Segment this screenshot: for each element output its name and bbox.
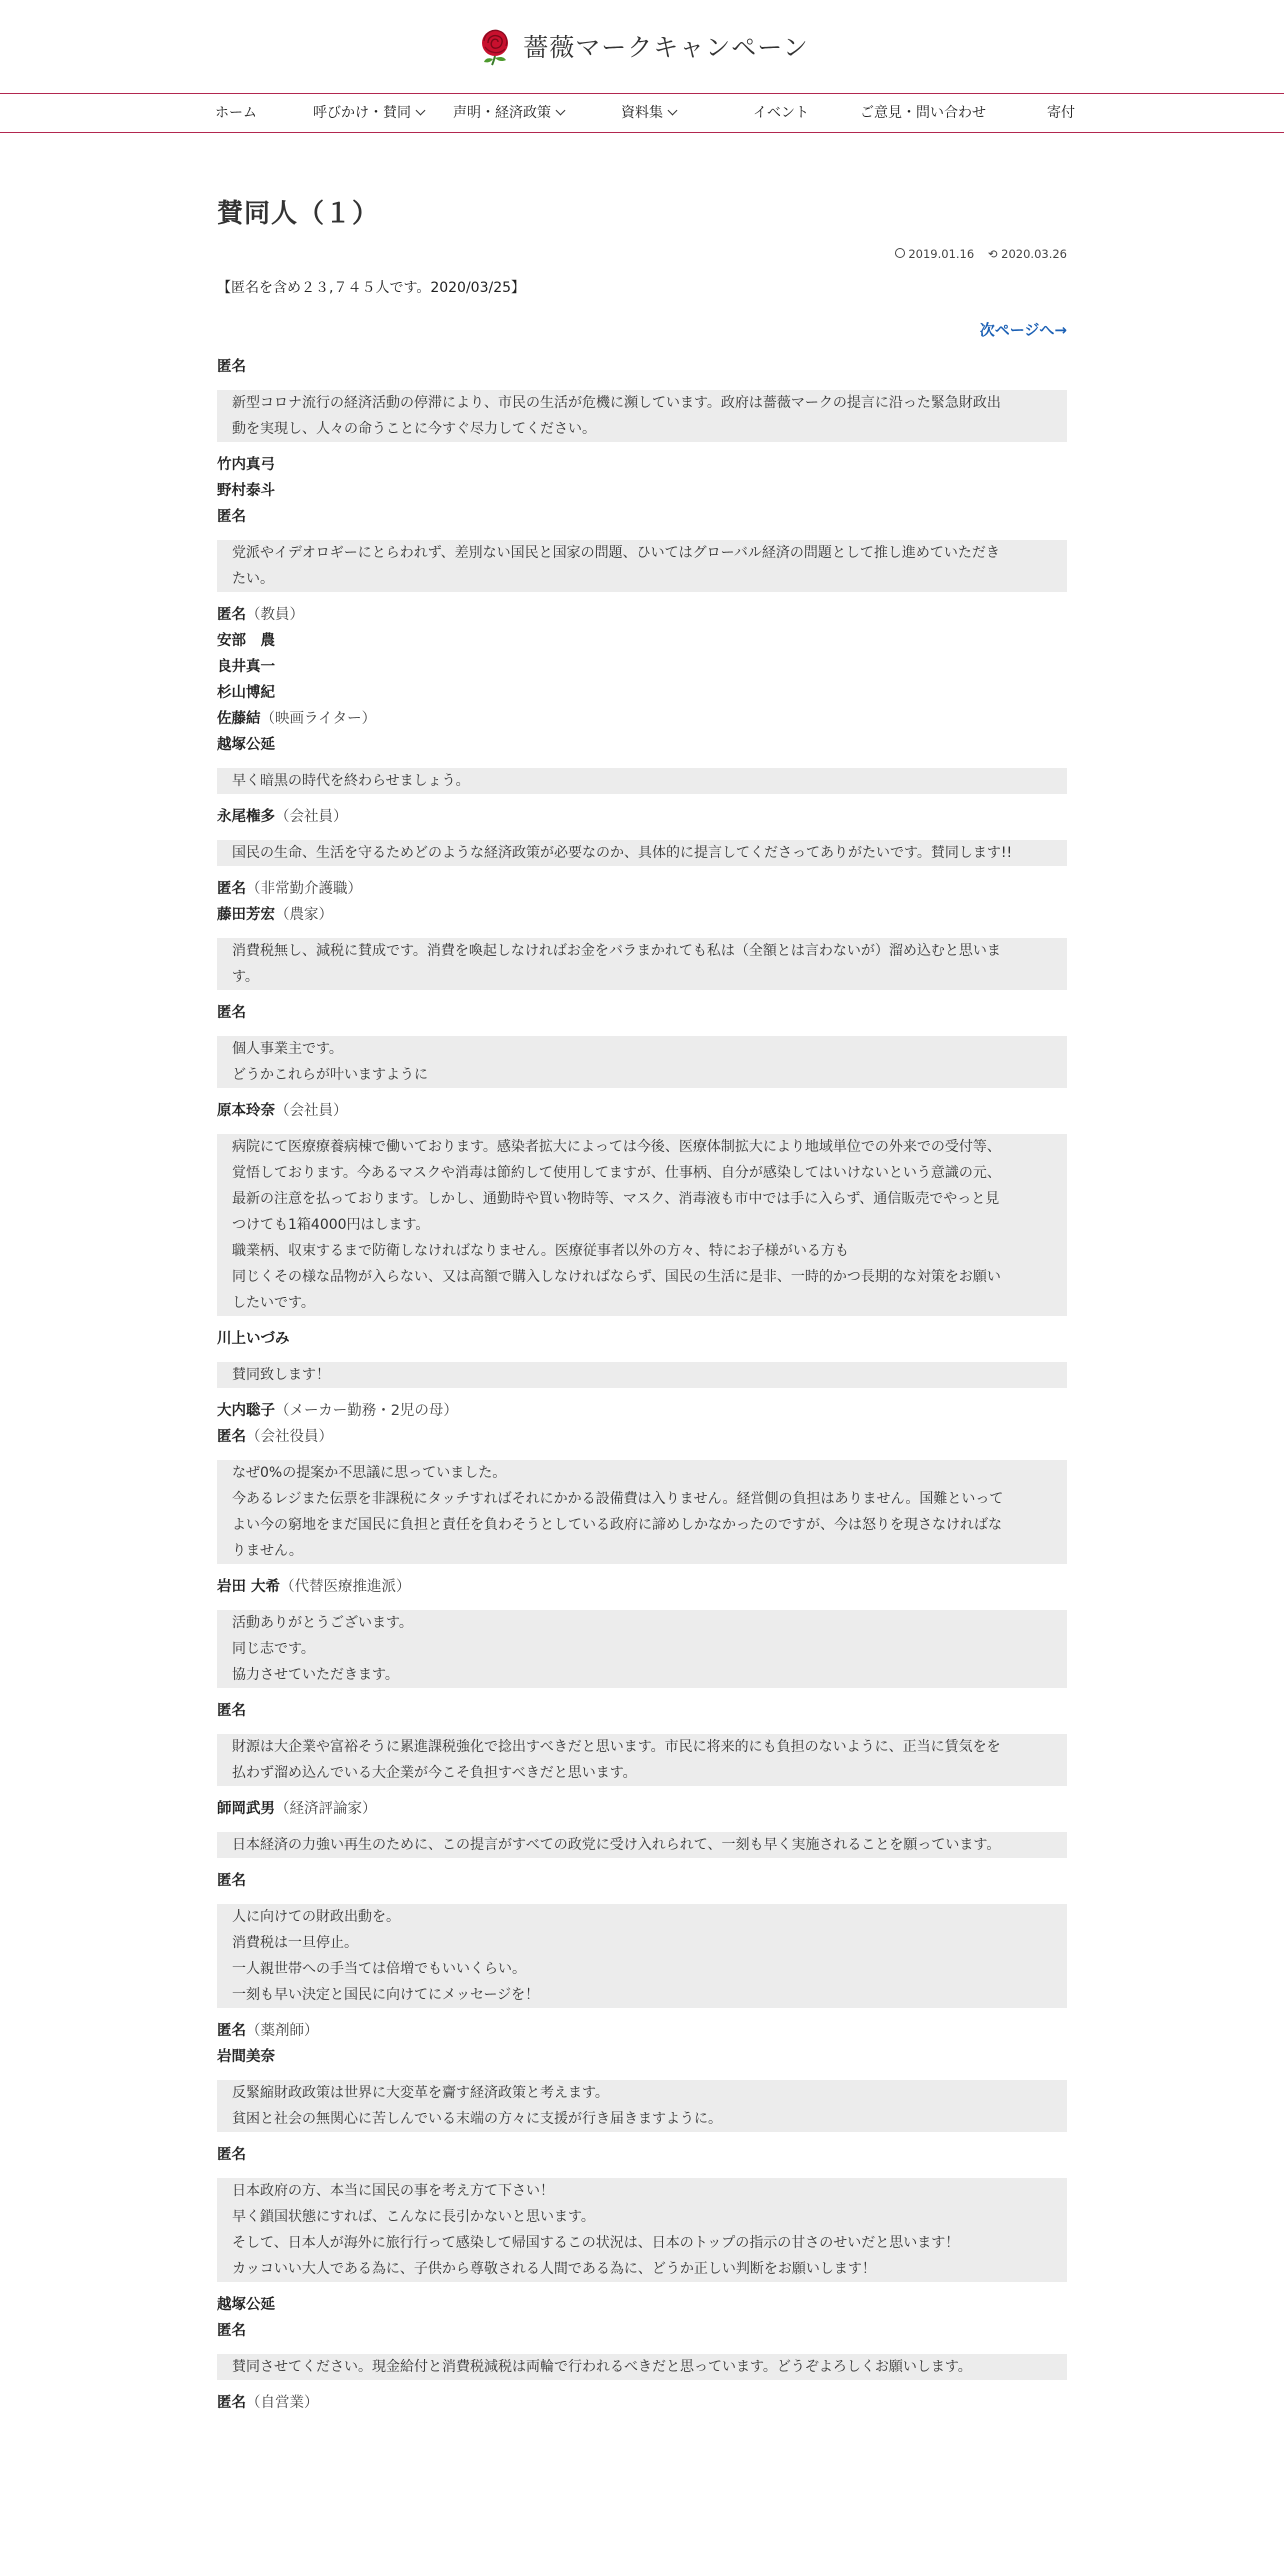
supporter-name	[217, 1698, 1067, 1724]
comment-line: 同じくその様な品物が入らない、又は高額で購入しなければならず、国民の生活に是非、一時的かつ長期的な対策をお願い	[232, 1269, 1001, 1285]
supporter-name	[217, 1000, 1067, 1026]
supporter-name	[217, 2142, 1067, 2168]
supporter-name-text: 原本玲奈	[217, 1103, 275, 1119]
supporter-name	[217, 2044, 1067, 2070]
published-date: 2019.01.16	[895, 247, 974, 261]
supporter-comment	[217, 540, 1067, 592]
supporter-name-text: 岩田 大希	[217, 1579, 281, 1595]
comment-line: 病院にて医療療養病棟で働いております。感染者拡大によっては今後、医療体制拡大により地域単位での外来での受付等、	[232, 1139, 1001, 1155]
supporter-role: （経済評論家）	[275, 1801, 377, 1817]
rose-icon	[475, 26, 515, 66]
nav-item-label: 資料集	[621, 105, 663, 121]
supporter-name	[217, 1398, 1067, 1424]
supporter-role: （教員）	[246, 607, 304, 623]
supporter-comment	[217, 1460, 1067, 1564]
supporter-role: （会社員）	[275, 1103, 348, 1119]
supporter-name-text: 岩間美奈	[217, 2049, 275, 2065]
supporter-name-text: 匿名	[217, 359, 246, 375]
supporter-list	[217, 354, 1067, 2416]
nav-item-label: イベント	[753, 105, 809, 121]
supporter-name	[217, 354, 1067, 380]
comment-line: 今あるレジまた伝票を非課税にタッチすればそれにかかる設備費は入りません。経営側の負担はありません。国難といって	[232, 1491, 1004, 1507]
nav-item-label: 声明・経済政策	[453, 105, 551, 121]
post-dates	[217, 247, 1067, 261]
supporter-name-text: 匿名	[217, 2147, 246, 2163]
supporter-name-text: 匿名	[217, 1703, 246, 1719]
comment-line: 個人事業主です。	[232, 1041, 343, 1057]
supporter-role: （代替医療推進派）	[280, 1579, 411, 1595]
supporter-role: （メーカー勤務・2児の母）	[275, 1403, 458, 1419]
supporter-name	[217, 902, 1067, 928]
supporter-name-text: 越塚公延	[217, 2297, 275, 2313]
comment-line: 貧困と社会の無関心に苦しんでいる末端の方々に支援が行き届きますように。	[232, 2111, 722, 2127]
comment-line: 消費税無し、減税に賛成です。消費を喚起しなければお金をバラまかれても私は（全額とは言わないが）溜め込むと思いま	[232, 943, 1001, 959]
supporter-name-text: 杉山博紀	[217, 685, 275, 701]
supporter-name-text: 川上いづみ	[217, 1331, 290, 1347]
supporter-comment	[217, 1610, 1067, 1688]
supporter-comment	[217, 2178, 1067, 2282]
nav-item[interactable]	[1047, 94, 1075, 132]
supporter-comment	[217, 1904, 1067, 2008]
supporter-comment	[217, 2080, 1067, 2132]
chevron-down-icon	[416, 106, 426, 116]
supporter-role: （薬剤師）	[246, 2023, 319, 2039]
supporter-comment	[217, 1134, 1067, 1316]
comment-line: 職業柄、収束するまで防衛しなければなりません。医療従事者以外の方々、特にお子様がいる方も	[232, 1243, 849, 1259]
supporter-name-text: 野村泰斗	[217, 483, 275, 499]
comment-line: 同じ志です。	[232, 1641, 315, 1657]
supporter-name	[217, 1424, 1067, 1450]
supporter-comment	[217, 840, 1067, 866]
comment-line: 払わず溜め込んでいる大企業が今こそ負担すべきだと思います。	[232, 1765, 637, 1781]
supporter-role: （会社役員）	[246, 1429, 333, 1445]
supporter-role: （非常勤介護職）	[246, 881, 362, 897]
supporter-comment	[217, 1036, 1067, 1088]
supporter-name-text: 佐藤結	[217, 711, 261, 727]
comment-line: 活動ありがとうございます。	[232, 1615, 413, 1631]
nav-item-label: 呼びかけ・賛同	[313, 105, 411, 121]
supporter-name-text: 匿名	[217, 607, 246, 623]
comment-line: 早く暗黒の時代を終わらせましょう。	[232, 773, 470, 789]
clock-icon	[895, 248, 905, 258]
comment-line: 賛同致します！	[232, 1367, 330, 1383]
supporter-name-text: 匿名	[217, 2323, 246, 2339]
comment-line: そして、日本人が海外に旅行行って感染して帰国するこの状況は、日本のトップの指示の甘さのせいだと思います！	[232, 2235, 960, 2251]
supporter-comment	[217, 768, 1067, 794]
next-page-link-wrap	[217, 320, 1067, 340]
supporter-comment	[217, 1832, 1067, 1858]
comment-line: す。	[232, 969, 259, 985]
supporter-name-text: 安部 農	[217, 633, 275, 649]
intro-text: 【匿名を含め２３,７４５人です。2020/03/25】	[217, 280, 526, 296]
supporter-name	[217, 504, 1067, 530]
comment-line: 消費税は一旦停止。	[232, 1935, 358, 1951]
supporter-name	[217, 602, 1067, 628]
site-header	[0, 0, 1284, 93]
supporter-name	[217, 2318, 1067, 2344]
supporter-comment	[217, 938, 1067, 990]
comment-line: 人に向けての財政出動を。	[232, 1909, 400, 1925]
nav-item[interactable]	[453, 94, 564, 132]
supporter-name-text: 匿名	[217, 1873, 246, 1889]
supporter-name	[217, 478, 1067, 504]
supporter-comment	[217, 390, 1067, 442]
supporter-name-text: 永尾権多	[217, 809, 275, 825]
site-title: 薔薇マークキャンペーン	[523, 33, 809, 62]
supporter-name	[217, 654, 1067, 680]
comment-line: どうかこれらが叶いますように	[232, 1067, 428, 1083]
supporter-name-text: 師岡武男	[217, 1801, 275, 1817]
comment-line: 新型コロナ流行の経済活動の停滞により、市民の生活が危機に瀕しています。政府は薔薇マークの提言に沿った緊急財政出	[232, 395, 1001, 411]
comment-line: なぜ0%の提案か不思議に思っていました。	[232, 1465, 507, 1481]
comment-line: たい。	[232, 571, 274, 587]
comment-line: つけても1箱4000円はします。	[232, 1217, 430, 1233]
site-logo[interactable]	[0, 26, 1284, 66]
comment-line: 覚悟しております。今あるマスクや消毒は節約して使用してますが、仕事柄、自分が感染してはいけないという意識の元、	[232, 1165, 1001, 1181]
supporter-comment	[217, 1362, 1067, 1388]
comment-line: 財源は大企業や富裕そうに累進課税強化で捻出すべきだと思います。市民に将来的にも負担のないように、正当に賃気をを	[232, 1739, 1001, 1755]
supporter-role: （映画ライター）	[260, 711, 377, 727]
supporter-name-text: 匿名	[217, 2023, 246, 2039]
chevron-down-icon	[556, 106, 566, 116]
nav-item-label: 寄付	[1047, 105, 1075, 121]
supporter-name	[217, 2390, 1067, 2416]
updated-date: ⟲ 2020.03.26	[987, 247, 1067, 261]
supporter-name-text: 越塚公延	[217, 737, 275, 753]
comment-line: 党派やイデオロギーにとらわれず、差別ない国民と国家の問題、ひいてはグローバル経済の問題として推し進めていただき	[232, 545, 1000, 561]
supporter-name	[217, 628, 1067, 654]
supporter-name-text: 匿名	[217, 509, 246, 525]
supporter-name	[217, 876, 1067, 902]
supporter-name-text: 竹内真弓	[217, 457, 275, 473]
supporter-role: （農家）	[275, 907, 333, 923]
supporter-role: （会社員）	[275, 809, 348, 825]
page-title: 賛同人（１）	[217, 199, 380, 229]
nav-item[interactable]	[860, 94, 986, 132]
supporter-name	[217, 1326, 1067, 1352]
supporter-name-text: 匿名	[217, 1429, 246, 1445]
nav-item[interactable]	[753, 94, 809, 132]
supporter-name	[217, 680, 1067, 706]
refresh-icon: ⟲	[987, 247, 998, 261]
supporter-comment	[217, 2354, 1067, 2380]
comment-line: 一刻も早い決定と国民に向けてにメッセージを！	[232, 1987, 540, 2003]
supporter-name-text: 藤田芳宏	[217, 907, 275, 923]
main-nav	[0, 93, 1284, 133]
supporter-comment	[217, 1734, 1067, 1786]
supporter-name-text: 匿名	[217, 881, 246, 897]
comment-line: 日本政府の方、本当に国民の事を考え方て下さい！	[232, 2183, 554, 2199]
supporter-name-text: 良井真一	[217, 659, 275, 675]
supporter-name	[217, 706, 1067, 732]
nav-item[interactable]	[215, 94, 257, 132]
comment-line: したいです。	[232, 1295, 315, 1311]
comment-line: 一人親世帯への手当ては倍増でもいいくらい。	[232, 1961, 526, 1977]
comment-line: 動を実現し、人々の命うことに今すぐ尽力してください。	[232, 421, 596, 437]
supporter-name	[217, 732, 1067, 758]
comment-line: 協力させていただきます。	[232, 1667, 399, 1683]
nav-item[interactable]	[313, 94, 424, 132]
nav-item-label: ホーム	[215, 105, 257, 121]
supporter-name	[217, 1868, 1067, 1894]
supporter-name	[217, 452, 1067, 478]
supporter-name-text: 匿名	[217, 2395, 246, 2411]
supporter-name-text: 匿名	[217, 1005, 246, 1021]
nav-item-label: ご意見・問い合わせ	[860, 105, 986, 121]
comment-line: よい今の窮地をまだ国民に負担と責任を負わそうとしている政府に諦めしかなかったのですが、今は怒りを現さなければな	[232, 1517, 1002, 1533]
comment-line: 賛同させてください。現金給付と消費税減税は両輪で行われるべきだと思っています。どうぞよろしくお願いします。	[232, 2359, 972, 2375]
supporter-name	[217, 2292, 1067, 2318]
supporter-name	[217, 2018, 1067, 2044]
comment-line: 日本経済の力強い再生のために、この提言がすべての政党に受け入れられて、一刻も早く実施されることを願っています。	[232, 1837, 1001, 1853]
supporter-name	[217, 804, 1067, 830]
comment-line: 国民の生命、生活を守るためどのような経済政策が必要なのか、具体的に提言してくださってありがたいです。賛同します!!	[232, 845, 1013, 861]
comment-line: 反緊縮財政政策は世界に大変革を齎す経済政策と考えます。	[232, 2085, 609, 2101]
supporter-role: （自営業）	[246, 2395, 319, 2411]
supporter-name	[217, 1796, 1067, 1822]
supporter-name	[217, 1574, 1067, 1600]
supporter-name	[217, 1098, 1067, 1124]
supporter-name-text: 大内聡子	[217, 1403, 275, 1419]
comment-line: りません。	[232, 1543, 303, 1559]
chevron-down-icon	[668, 106, 678, 116]
nav-item[interactable]	[621, 94, 676, 132]
next-page-link[interactable]: 次ページへ→	[979, 321, 1067, 339]
comment-line: カッコいい大人である為に、子供から尊敬される人間である為に、どうか正しい判断をお願いします！	[232, 2261, 876, 2277]
comment-line: 早く鎖国状態にすれば、こんなに長引かないと思います。	[232, 2209, 595, 2225]
main-content	[217, 193, 1067, 2416]
comment-line: 最新の注意を払っております。しかし、通勤時や買い物時等、マスク、消毒液も市中では手に入らず、通信販売でやっと見	[232, 1191, 1000, 1207]
